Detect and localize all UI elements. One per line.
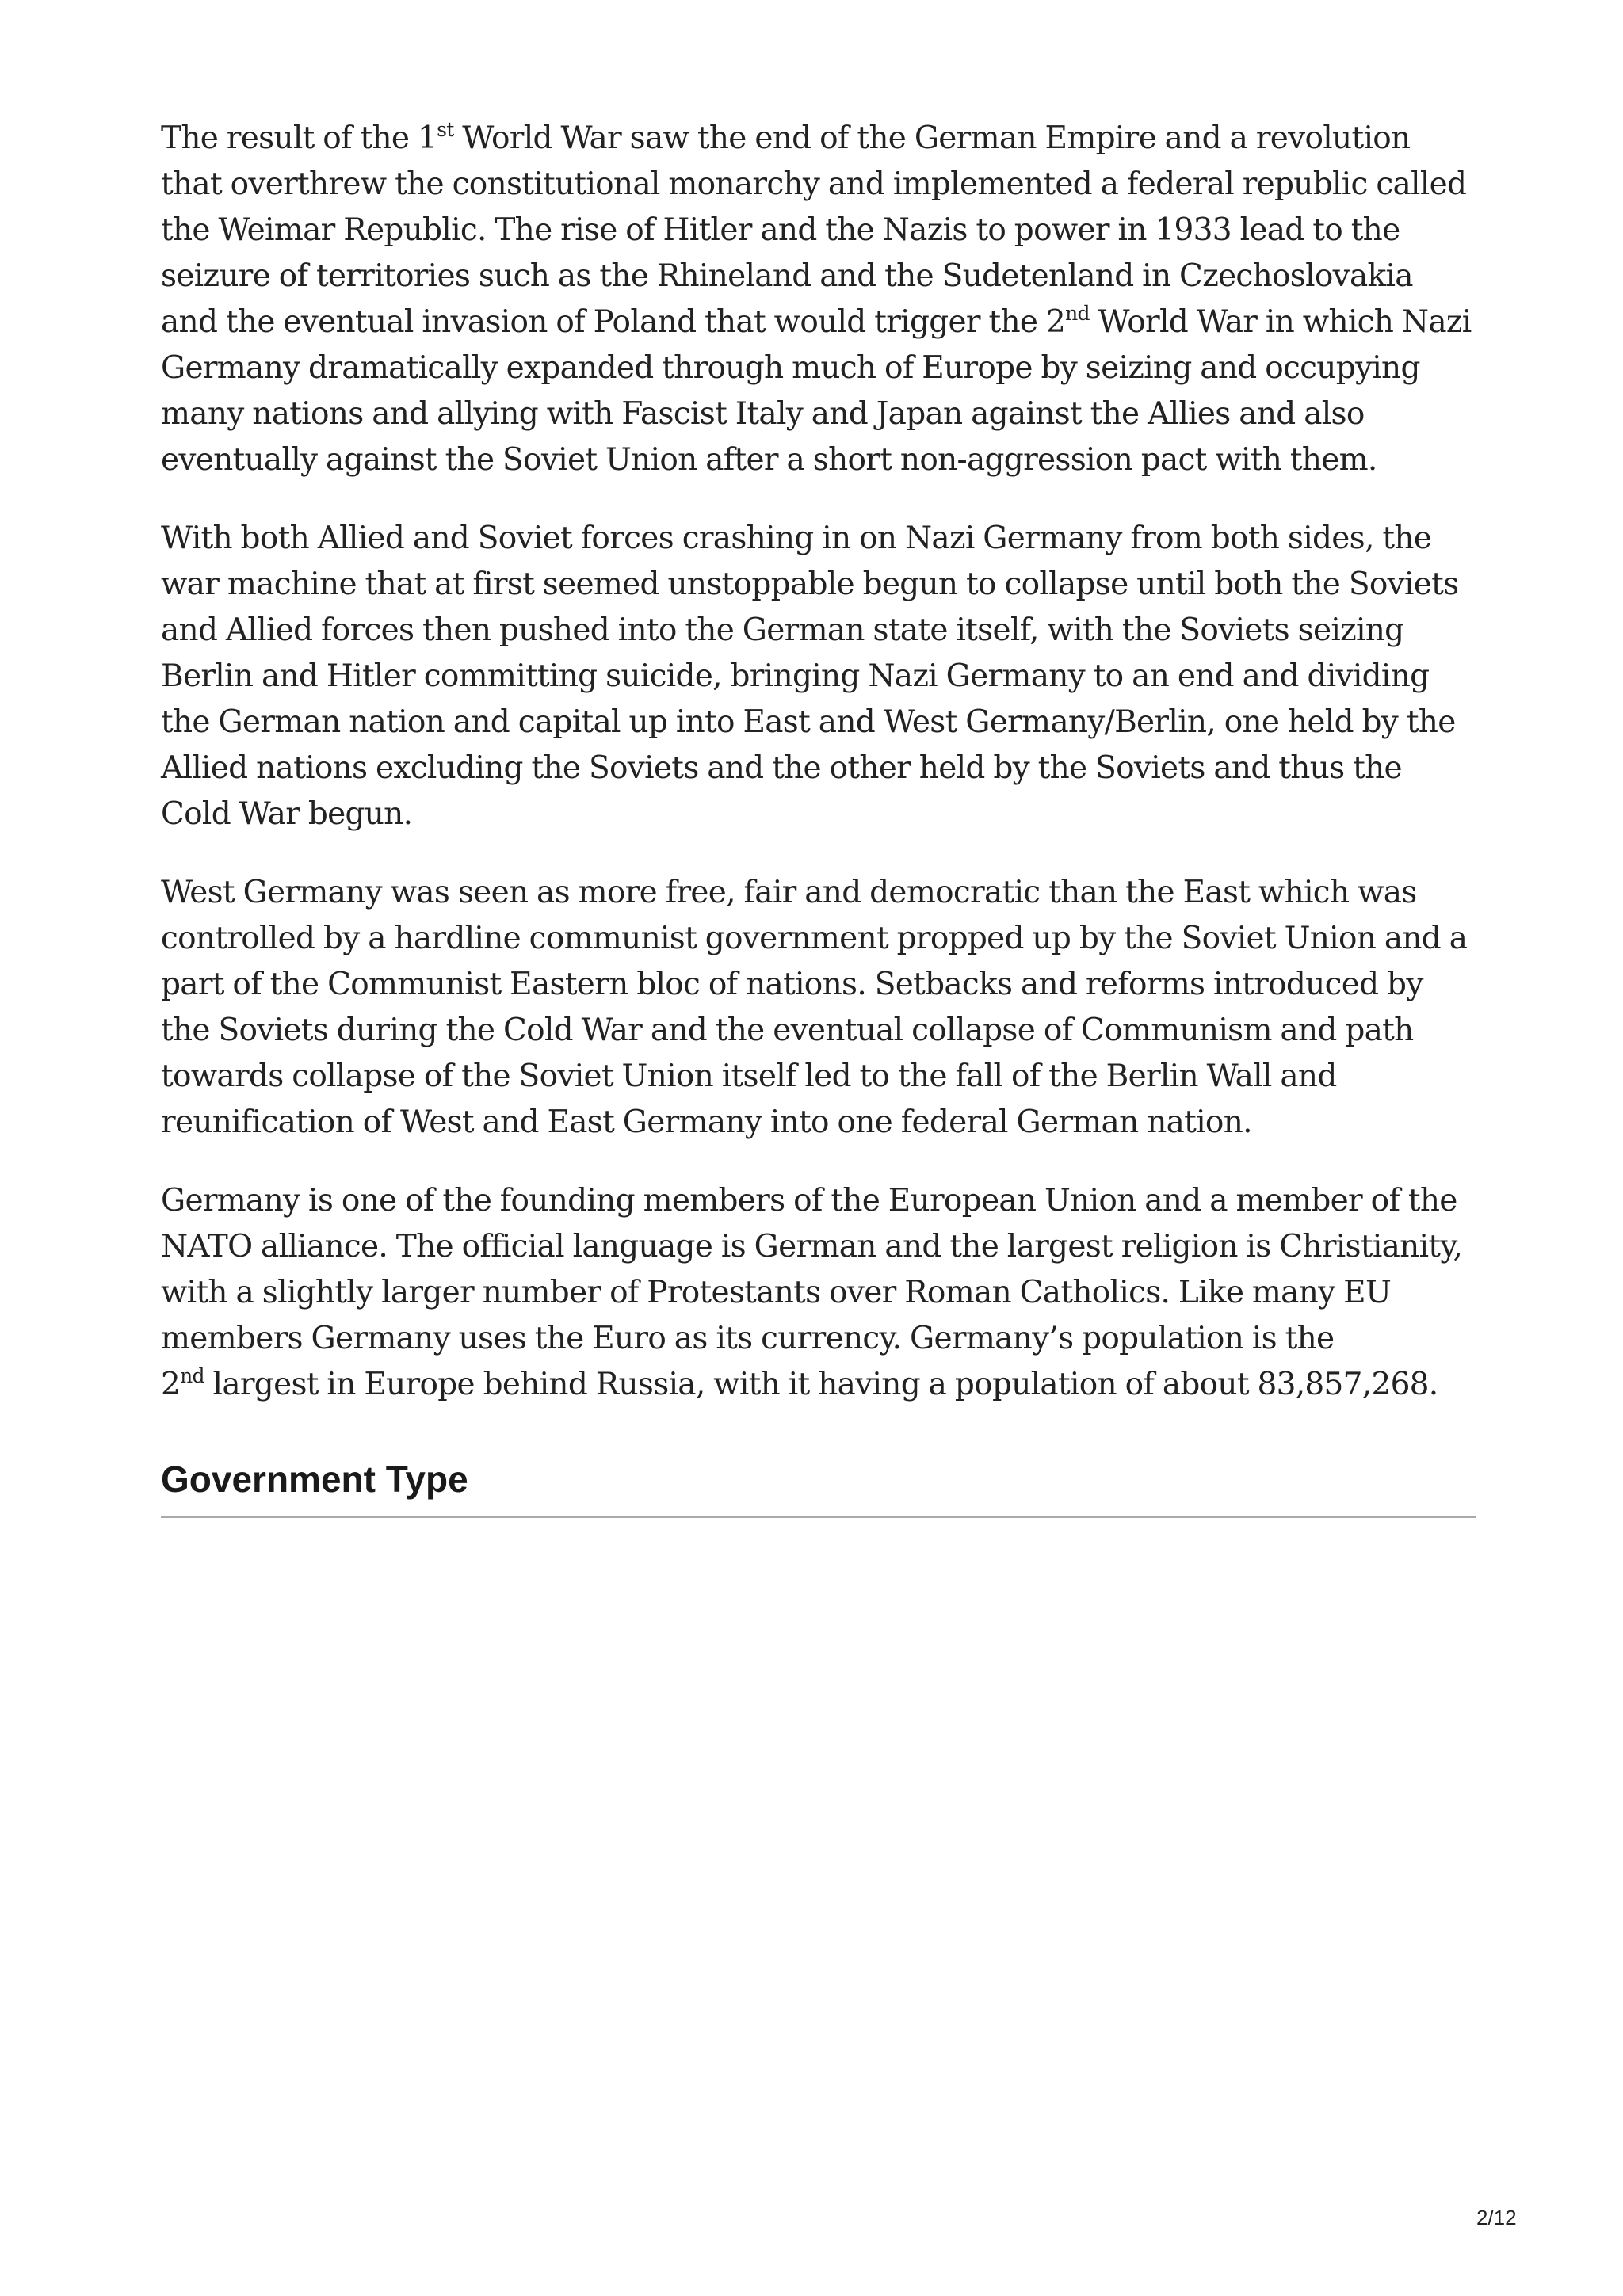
text-run: 2 [161,1367,181,1402]
page-number: 2/12 [1476,2206,1517,2229]
text-run: With both Allied and Soviet forces crashing in on Nazi Germany from both sides, the war machine that at first seemed unstoppable begun to collapse until both the Soviets and Allied forces then pushed into the German state itself, with the Soviets seizing Berlin and Hitler committing suicide, bringing Nazi Germany to an end and dividing the German nation and capital up into East and West Germany/Berlin, one held by the Allied nations excluding the Soviets and the other held by the Soviets and thus the Cold War begun. [161,521,1459,832]
ordinal-suffix: nd [180,1364,204,1387]
text-run: World War saw the end of the German Empire and a revolution that overthrew the constitutional monarchy and implemented a federal republic called the Weimar Republic. The rise of Hitler and the Nazis to power in 1933 lead to the seizure of territories such as the Rhineland and the Sudetenland in Czechoslovakia and the eventual invasion of Poland that would trigger the 2 [161,120,1467,340]
paragraph-2 [161,516,1476,837]
section-heading: Government Type [161,1457,1476,1518]
paragraph-4 [161,1178,1476,1408]
text-run: West Germany was seen as more free, fair and democratic than the East which was controlled by a hardline communist government propped up by the Soviet Union and a part of the Communist Eastern bloc of nations. Setbacks and reforms introduced by the Soviets during the Cold War and the eventual collapse of Communism and path towards collapse of the Soviet Union itself led to the fall of the Berlin Wall and reunification of West and East Germany into one federal German nation. [161,875,1468,1140]
article-body [161,116,1476,1518]
text-run: The result of the 1 [161,120,437,156]
paragraph-1 [161,116,1476,483]
ordinal-suffix: nd [1065,302,1090,325]
text-run: Germany is one of the founding members of the European Union and a member of the NATO alliance. The official language is German and the largest religion is Christianity, with a slightly larger number of Protestants over Roman Catholics. Like many EU members Germany uses the Euro as its currency. Germany’s population is the [161,1183,1463,1356]
text-run: World War in which Nazi Germany dramatically expanded through much of Europe by seizing and occupying many nations and allying with Fascist Italy and Japan against the Allies and also eventually against the Soviet Union after a short non-aggression pact with them. [161,304,1472,478]
paragraph-3 [161,870,1476,1146]
text-run: largest in Europe behind Russia, with it having a population of about 83,857,268. [204,1367,1438,1402]
ordinal-suffix: st [437,118,454,141]
